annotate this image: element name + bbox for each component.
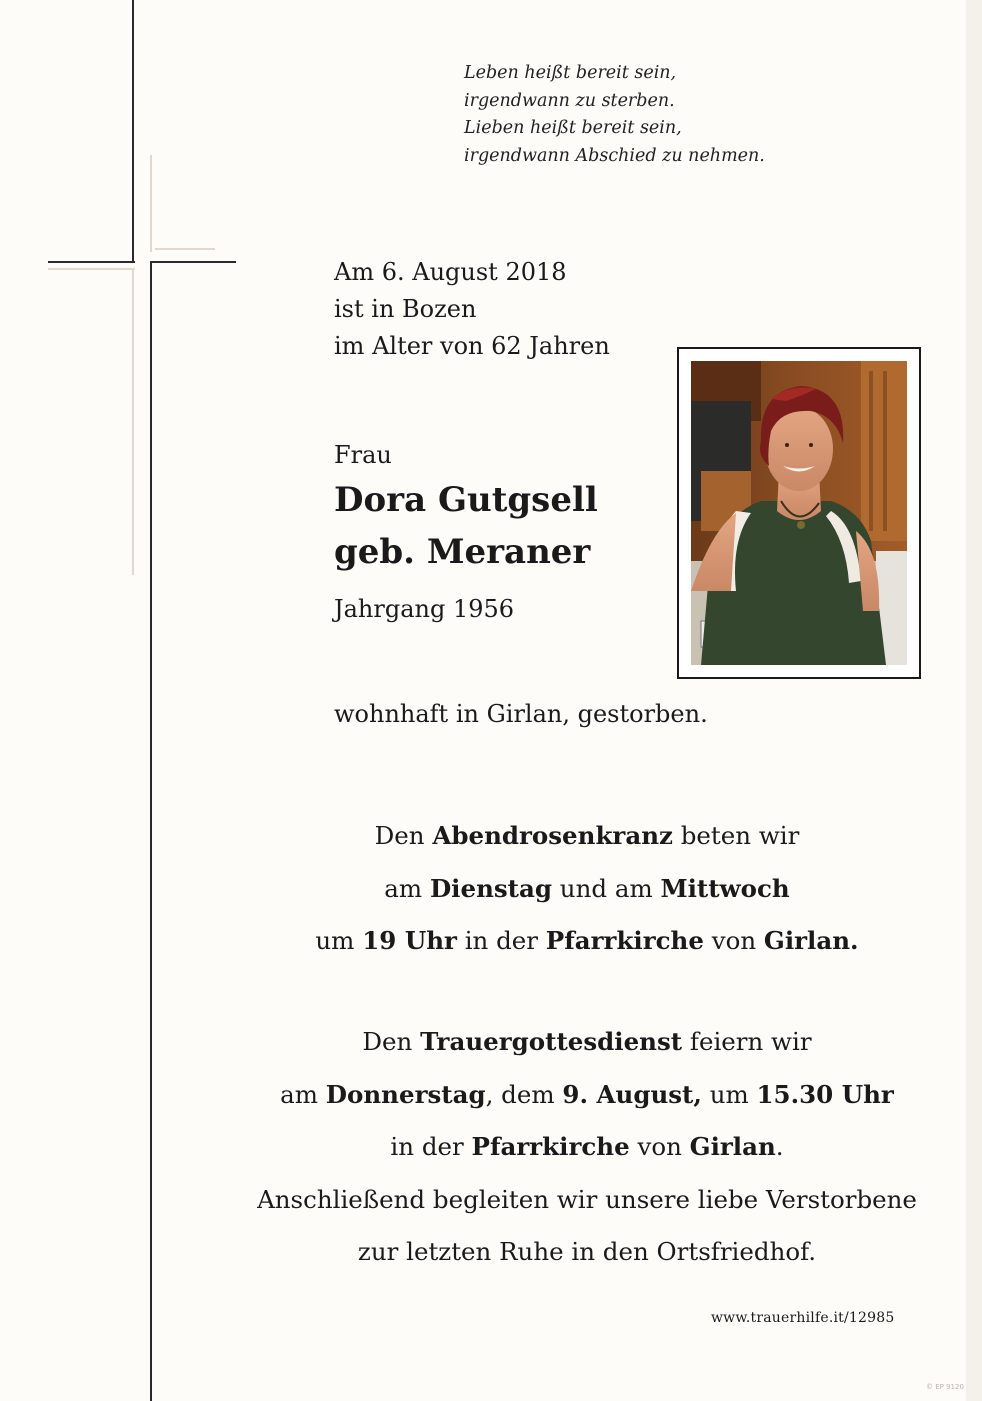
page-edge — [966, 0, 982, 1401]
residence-line: wohnhaft in Girlan, gestorben. — [334, 700, 708, 728]
full-name: Dora Gutgsell — [334, 480, 598, 520]
rosary-line-3: um 19 Uhr in der Pfarrkirche von Girlan. — [315, 926, 859, 955]
rosary-line-1: Den Abendrosenkranz beten wir — [374, 821, 800, 850]
portrait-frame — [677, 347, 921, 679]
intro-line: ist in Bozen — [334, 295, 477, 323]
portrait-photo — [691, 361, 907, 665]
poem-line: Lieben heißt bereit sein, — [464, 118, 682, 138]
death-announcement — [334, 254, 610, 365]
mass-line-2: am Donnerstag, dem 9. August, um 15.30 Uhr — [280, 1079, 894, 1109]
rosary-line-2: am Dienstag und am Mittwoch — [384, 873, 790, 903]
poem-line: irgendwann Abschied zu nehmen. — [464, 145, 765, 166]
website-link[interactable]: www.trauerhilfe.it/12985 — [711, 1310, 895, 1326]
mass-line-1: Den Trauergottesdienst feiern wir — [362, 1027, 812, 1056]
rosary-announcement — [222, 810, 952, 968]
salutation: Frau — [334, 441, 392, 469]
birth-name: geb. Meraner — [334, 532, 591, 572]
poem-line: Leben heißt bereit sein, — [464, 63, 677, 83]
deceased-name — [334, 474, 598, 578]
year-of-birth: Jahrgang 1956 — [334, 595, 515, 623]
intro-line: Am 6. August 2018 — [334, 258, 567, 286]
mass-line-3: in der Pfarrkirche von Girlan. — [390, 1132, 784, 1161]
poem — [464, 60, 765, 170]
mass-line-4: Anschließend begleiten wir unsere liebe Verstorbene — [257, 1184, 917, 1214]
funeral-mass-announcement — [222, 1016, 952, 1279]
mass-line-5: zur letzten Ruhe in den Ortsfriedhof. — [357, 1237, 817, 1266]
publisher-stamp: © EP 9120 — [926, 1383, 964, 1391]
intro-line: im Alter von 62 Jahren — [334, 332, 610, 360]
poem-line: irgendwann zu sterben. — [464, 90, 675, 111]
